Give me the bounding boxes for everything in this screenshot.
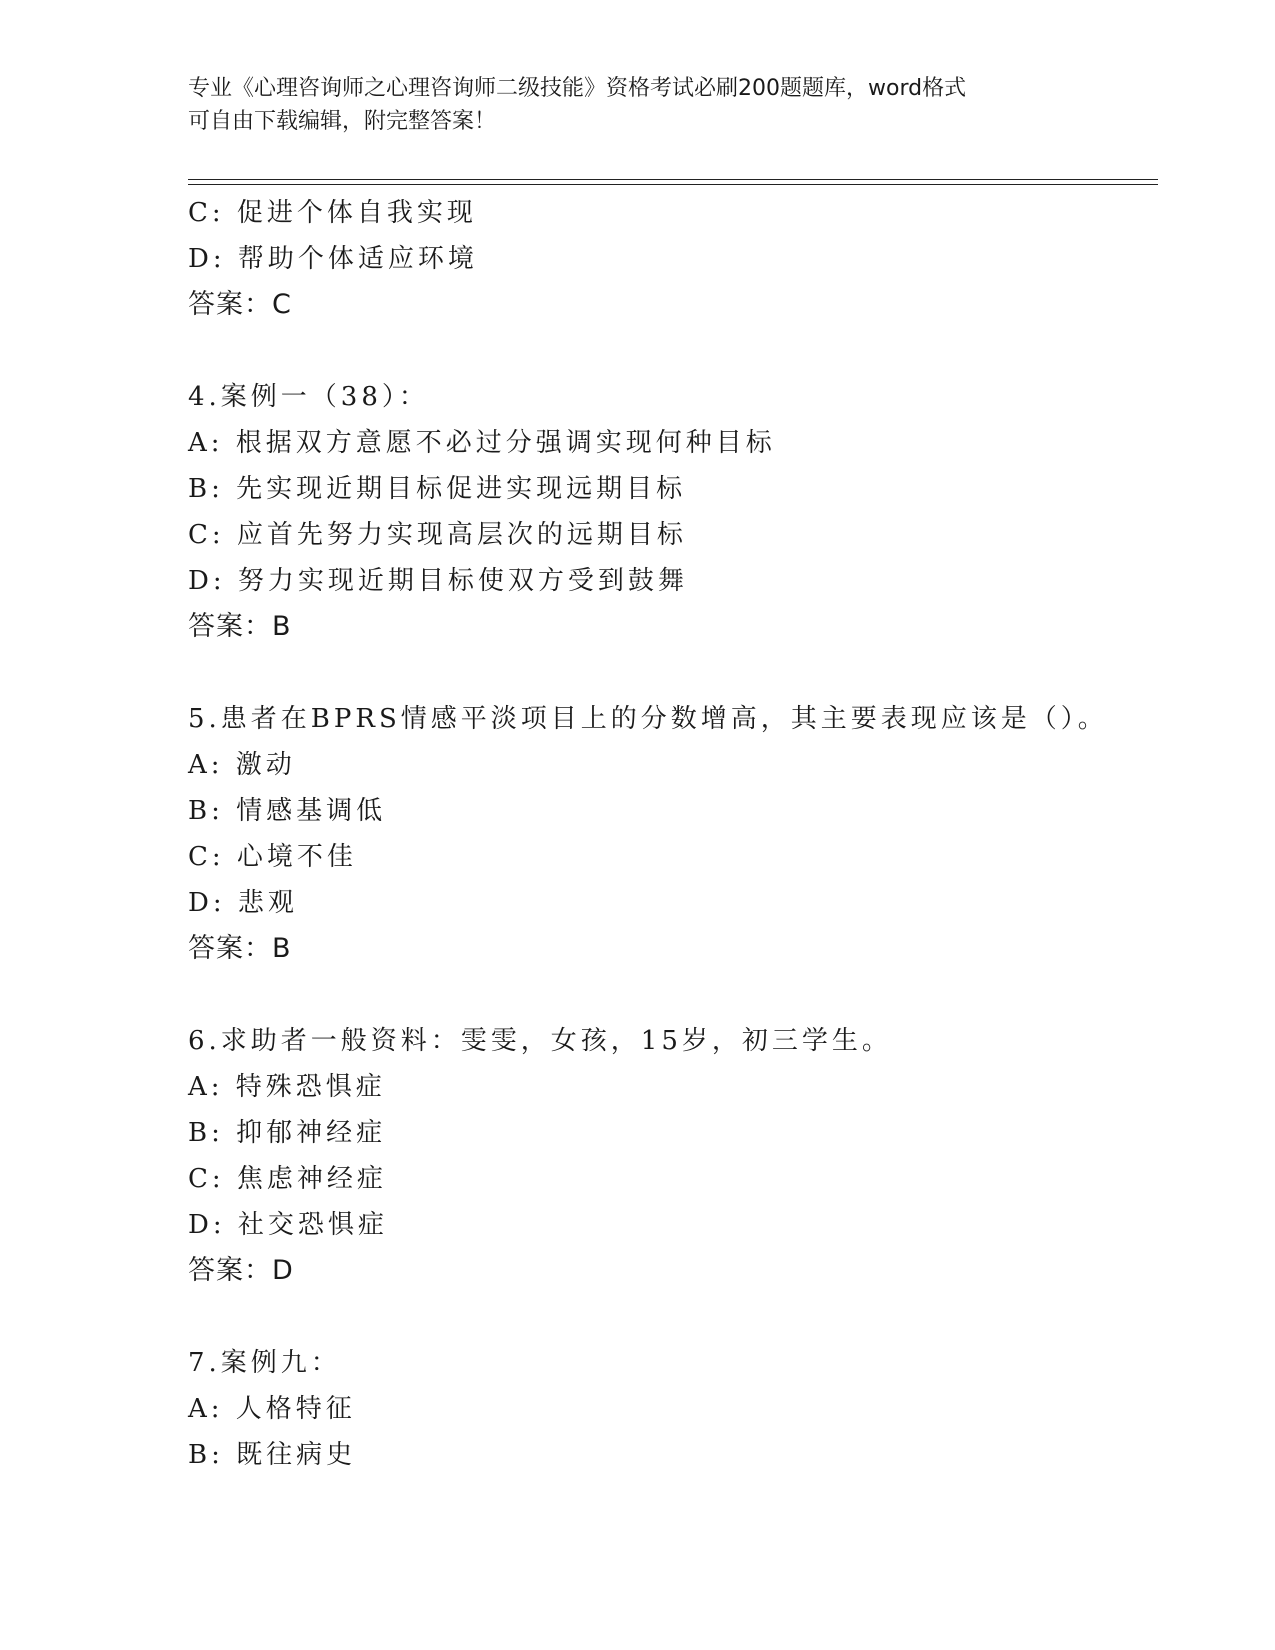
option-a: A: 人格特征 (188, 1394, 356, 1424)
answer-line: 答案：D (188, 1255, 294, 1286)
option-d: D: 努力实现近期目标使双方受到鼓舞 (188, 566, 688, 596)
option-d: D: 悲观 (188, 888, 298, 918)
option-b: B: 既往病史 (188, 1440, 357, 1470)
header-divider-bottom (188, 184, 1158, 185)
question-4-block (188, 374, 1188, 650)
option-a: A: 激动 (188, 750, 296, 780)
option-c: C: 焦虑神经症 (188, 1164, 387, 1194)
spacer (188, 328, 1188, 374)
header-line-1: 专业《心理咨询师之心理咨询师二级技能》资格考试必刷200题题库，word格式 (188, 76, 967, 101)
option-b: B: 先实现近期目标促进实现远期目标 (188, 474, 687, 504)
question-stem: 5.患者在BPRS情感平淡项目上的分数增高，其主要表现应该是（）。 (188, 704, 1108, 734)
spacer (188, 972, 1188, 1018)
spacer (188, 1294, 1188, 1340)
option-a: A: 特殊恐惧症 (188, 1072, 386, 1102)
question-list (188, 190, 1188, 1478)
option-c: C: 促进个体自我实现 (188, 198, 477, 228)
question-stem: 6.求助者一般资料：雯雯，女孩，15岁，初三学生。 (188, 1026, 892, 1056)
header-divider-top (188, 179, 1158, 180)
question-7-block (188, 1340, 1188, 1478)
spacer (188, 650, 1188, 696)
question-6-block (188, 1018, 1188, 1294)
option-d: D: 帮助个体适应环境 (188, 244, 478, 274)
option-b: B: 情感基调低 (188, 796, 387, 826)
answer-line: 答案：C (188, 289, 292, 320)
question-stem: 7.案例九： (188, 1348, 341, 1378)
option-a: A: 根据双方意愿不必过分强调实现何种目标 (188, 428, 776, 458)
option-b: B: 抑郁神经症 (188, 1118, 387, 1148)
question-stem: 4.案例一（38）： (188, 382, 429, 412)
option-c: C: 应首先努力实现高层次的远期目标 (188, 520, 687, 550)
option-d: D: 社交恐惧症 (188, 1210, 388, 1240)
answer-line: 答案：B (188, 611, 292, 642)
document-header (188, 72, 1068, 138)
answer-line: 答案：B (188, 933, 292, 964)
question-3-block (188, 190, 1188, 328)
header-line-2: 可自由下载编辑，附完整答案！ (188, 109, 497, 134)
option-c: C: 心境不佳 (188, 842, 357, 872)
question-5-block (188, 696, 1188, 972)
